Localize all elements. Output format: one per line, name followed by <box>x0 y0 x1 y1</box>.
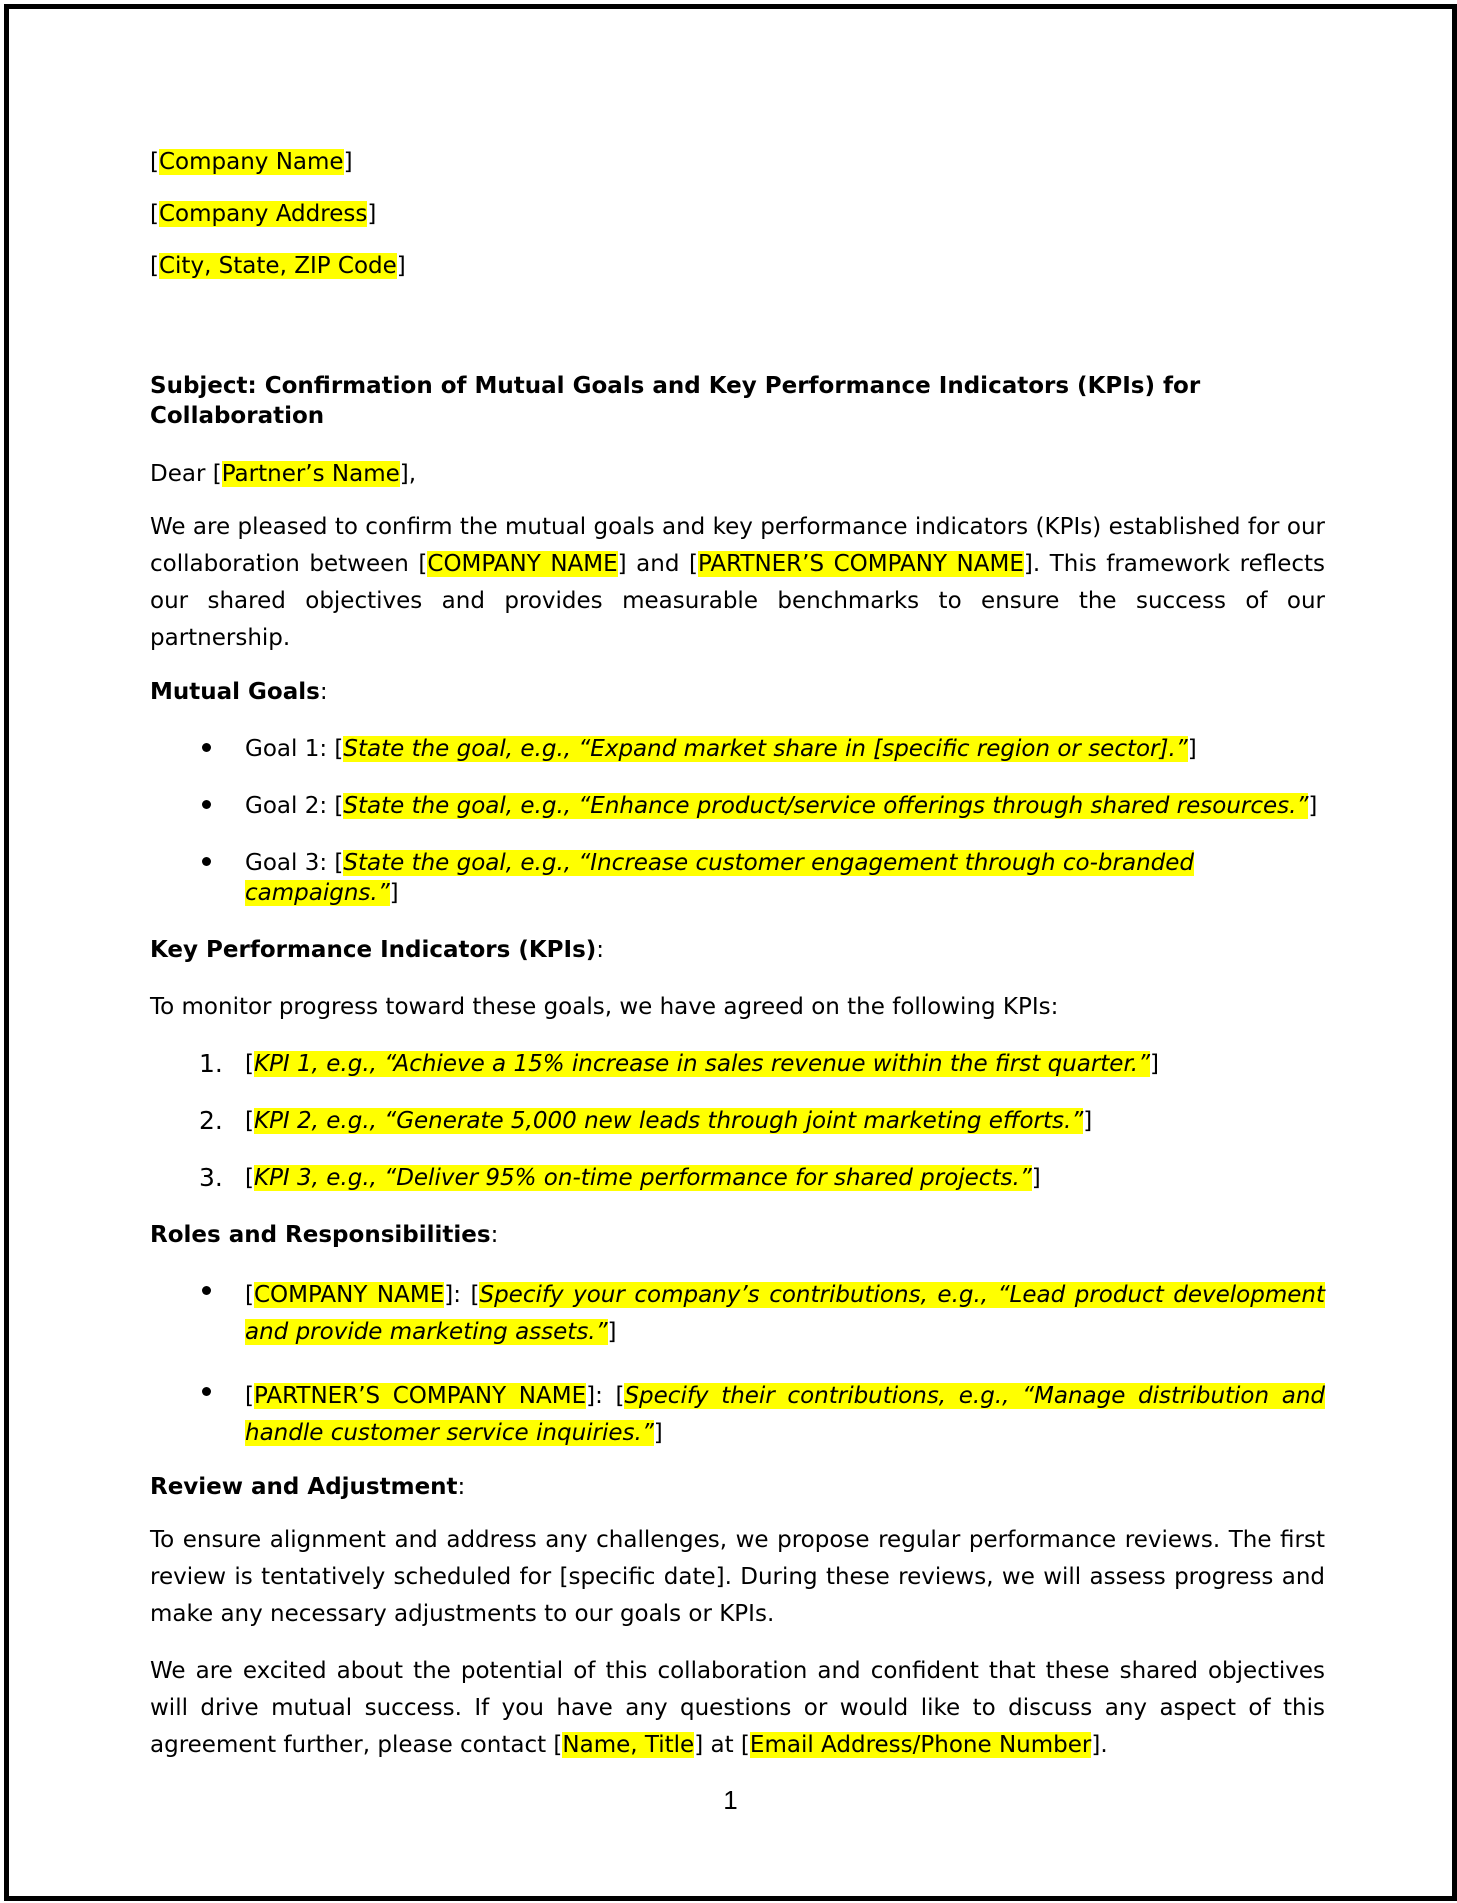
kpi-number: 2. <box>199 1106 223 1135</box>
kpi-text: KPI 3, e.g., “Deliver 95% on-time performance for shared projects.” <box>253 1165 1032 1191</box>
role-text: Specify your company’s contributions, e.g., “Lead product development and provide marketing assets.” <box>245 1282 1325 1345</box>
kpi-number: 1. <box>199 1049 223 1078</box>
list-item: Goal 1: [State the goal, e.g., “Expand market share in [specific region or sector].”] <box>150 734 1325 764</box>
roles-heading: Roles and Responsibilities: <box>150 1222 499 1248</box>
city-state-zip-placeholder: City, State, ZIP Code <box>158 253 397 279</box>
list-item: [COMPANY NAME]: [Specify your company’s contributions, e.g., “Lead product development and provide marketing assets.”] <box>150 1277 1325 1351</box>
kpis-heading: Key Performance Indicators (KPIs): <box>150 937 605 963</box>
goal-text: State the goal, e.g., “Enhance product/service offerings through shared resources.” <box>343 793 1309 819</box>
roles-heading-text: Roles and Responsibilities <box>150 1222 491 1248</box>
kpis-list <box>150 1049 1325 1193</box>
list-item: 3. [KPI 3, e.g., “Deliver 95% on-time performance for shared projects.”] <box>199 1163 1041 1192</box>
closing-text: We are excited about the potential of this collaboration and confident that these shared objectives will drive mutual success. If you have any questions or would like to discuss any aspect of this agreement further, please contact <box>150 1658 1325 1758</box>
mutual-goals-heading-text: Mutual Goals <box>150 679 320 705</box>
list-item: Goal 3: [State the goal, e.g., “Increase customer engagement through co-branded campaigns.”] <box>150 848 1325 908</box>
goal-label: Goal 1: <box>245 736 328 762</box>
role-party: PARTNER’S COMPANY NAME <box>253 1383 587 1409</box>
review-paragraph: To ensure alignment and address any challenges, we propose regular performance reviews. The first review is tentatively scheduled for [specific date]. During these reviews, we will assess progress and make any necessary adjustments to our goals or KPIs. <box>150 1527 1325 1627</box>
list-item: Goal 2: [State the goal, e.g., “Enhance product/service offerings through shared resources.”] <box>150 791 1325 821</box>
review-heading: Review and Adjustment: <box>150 1474 466 1500</box>
partner-name-placeholder: Partner’s Name <box>221 461 400 487</box>
closing-at: at <box>710 1732 734 1758</box>
list-item: 1. [KPI 1, e.g., “Achieve a 15% increase in sales revenue within the first quarter.”] <box>199 1049 1160 1078</box>
roles-list <box>150 1277 1325 1452</box>
kpis-intro: To monitor progress toward these goals, we have agreed on the following KPIs: <box>150 994 1059 1020</box>
kpi-text: KPI 1, e.g., “Achieve a 15% increase in sales revenue within the first quarter.” <box>253 1051 1151 1077</box>
company-name-inline: COMPANY NAME <box>427 551 618 577</box>
document-page <box>4 4 1457 1901</box>
goal-label: Goal 3: <box>245 850 328 876</box>
subject-line: Subject: Confirmation of Mutual Goals and Key Performance Indicators (KPIs) for Collaboration <box>150 373 1201 429</box>
goal-text: State the goal, e.g., “Expand market share in [specific region or sector].” <box>343 736 1188 762</box>
kpis-heading-text: Key Performance Indicators (KPIs) <box>150 937 597 963</box>
address-city-state-zip: [City, State, ZIP Code] <box>150 253 406 279</box>
kpi-text: KPI 2, e.g., “Generate 5,000 new leads through joint marketing efforts.” <box>253 1108 1084 1134</box>
company-name-placeholder: Company Name <box>158 149 344 175</box>
review-heading-text: Review and Adjustment <box>150 1474 458 1500</box>
list-item: 2. [KPI 2, e.g., “Generate 5,000 new leads through joint marketing efforts.”] <box>199 1106 1093 1135</box>
company-address-placeholder: Company Address <box>158 201 368 227</box>
page-number: 1 <box>723 1785 738 1815</box>
goal-label: Goal 2: <box>245 793 328 819</box>
intro-and: and <box>636 551 680 577</box>
salutation-prefix: Dear <box>150 461 206 487</box>
goal-text: State the goal, e.g., “Increase customer engagement through co-branded campaigns.” <box>245 850 1194 906</box>
mutual-goals-list <box>150 734 1325 908</box>
address-company-name: [Company Name] <box>150 149 353 175</box>
intro-text-1: We are pleased to confirm the mutual goals and key performance indicators (KPIs) established for our collaboration between <box>150 514 1325 577</box>
mutual-goals-heading: Mutual Goals: <box>150 679 328 705</box>
address-company-address: [Company Address] <box>150 201 377 227</box>
intro-text-2: . This framework reflects our shared objectives and provides measurable benchmarks to ensure the success of our partnership. <box>150 551 1325 651</box>
letter-body <box>150 147 1325 1764</box>
role-text: Specify their contributions, e.g., “Manage distribution and handle customer service inquiries.” <box>245 1383 1325 1446</box>
list-item: [PARTNER’S COMPANY NAME]: [Specify their contributions, e.g., “Manage distribution and handle customer service inquiries.”] <box>150 1378 1325 1452</box>
intro-paragraph: We are pleased to confirm the mutual goals and key performance indicators (KPIs) established for our collaboration between [COMPANY NAME] and [PARTNER’S COMPANY NAME]. This framework reflects our shared objectives and provides measurable benchmarks to ensure the success of our partnership. <box>150 514 1325 651</box>
role-party: COMPANY NAME <box>253 1282 445 1308</box>
closing-paragraph: We are excited about the potential of this collaboration and confident that these shared objectives will drive mutual success. If you have any questions or would like to discuss any aspect of this agreement further, please contact [Name, Title] at [Email Address/Phone Number]. <box>150 1658 1325 1758</box>
name-title-placeholder: Name, Title <box>562 1732 695 1758</box>
kpi-number: 3. <box>199 1163 223 1192</box>
partner-company-inline: PARTNER’S COMPANY NAME <box>697 551 1024 577</box>
contact-placeholder: Email Address/Phone Number <box>749 1732 1092 1758</box>
salutation: Dear [Partner’s Name], <box>150 461 417 487</box>
